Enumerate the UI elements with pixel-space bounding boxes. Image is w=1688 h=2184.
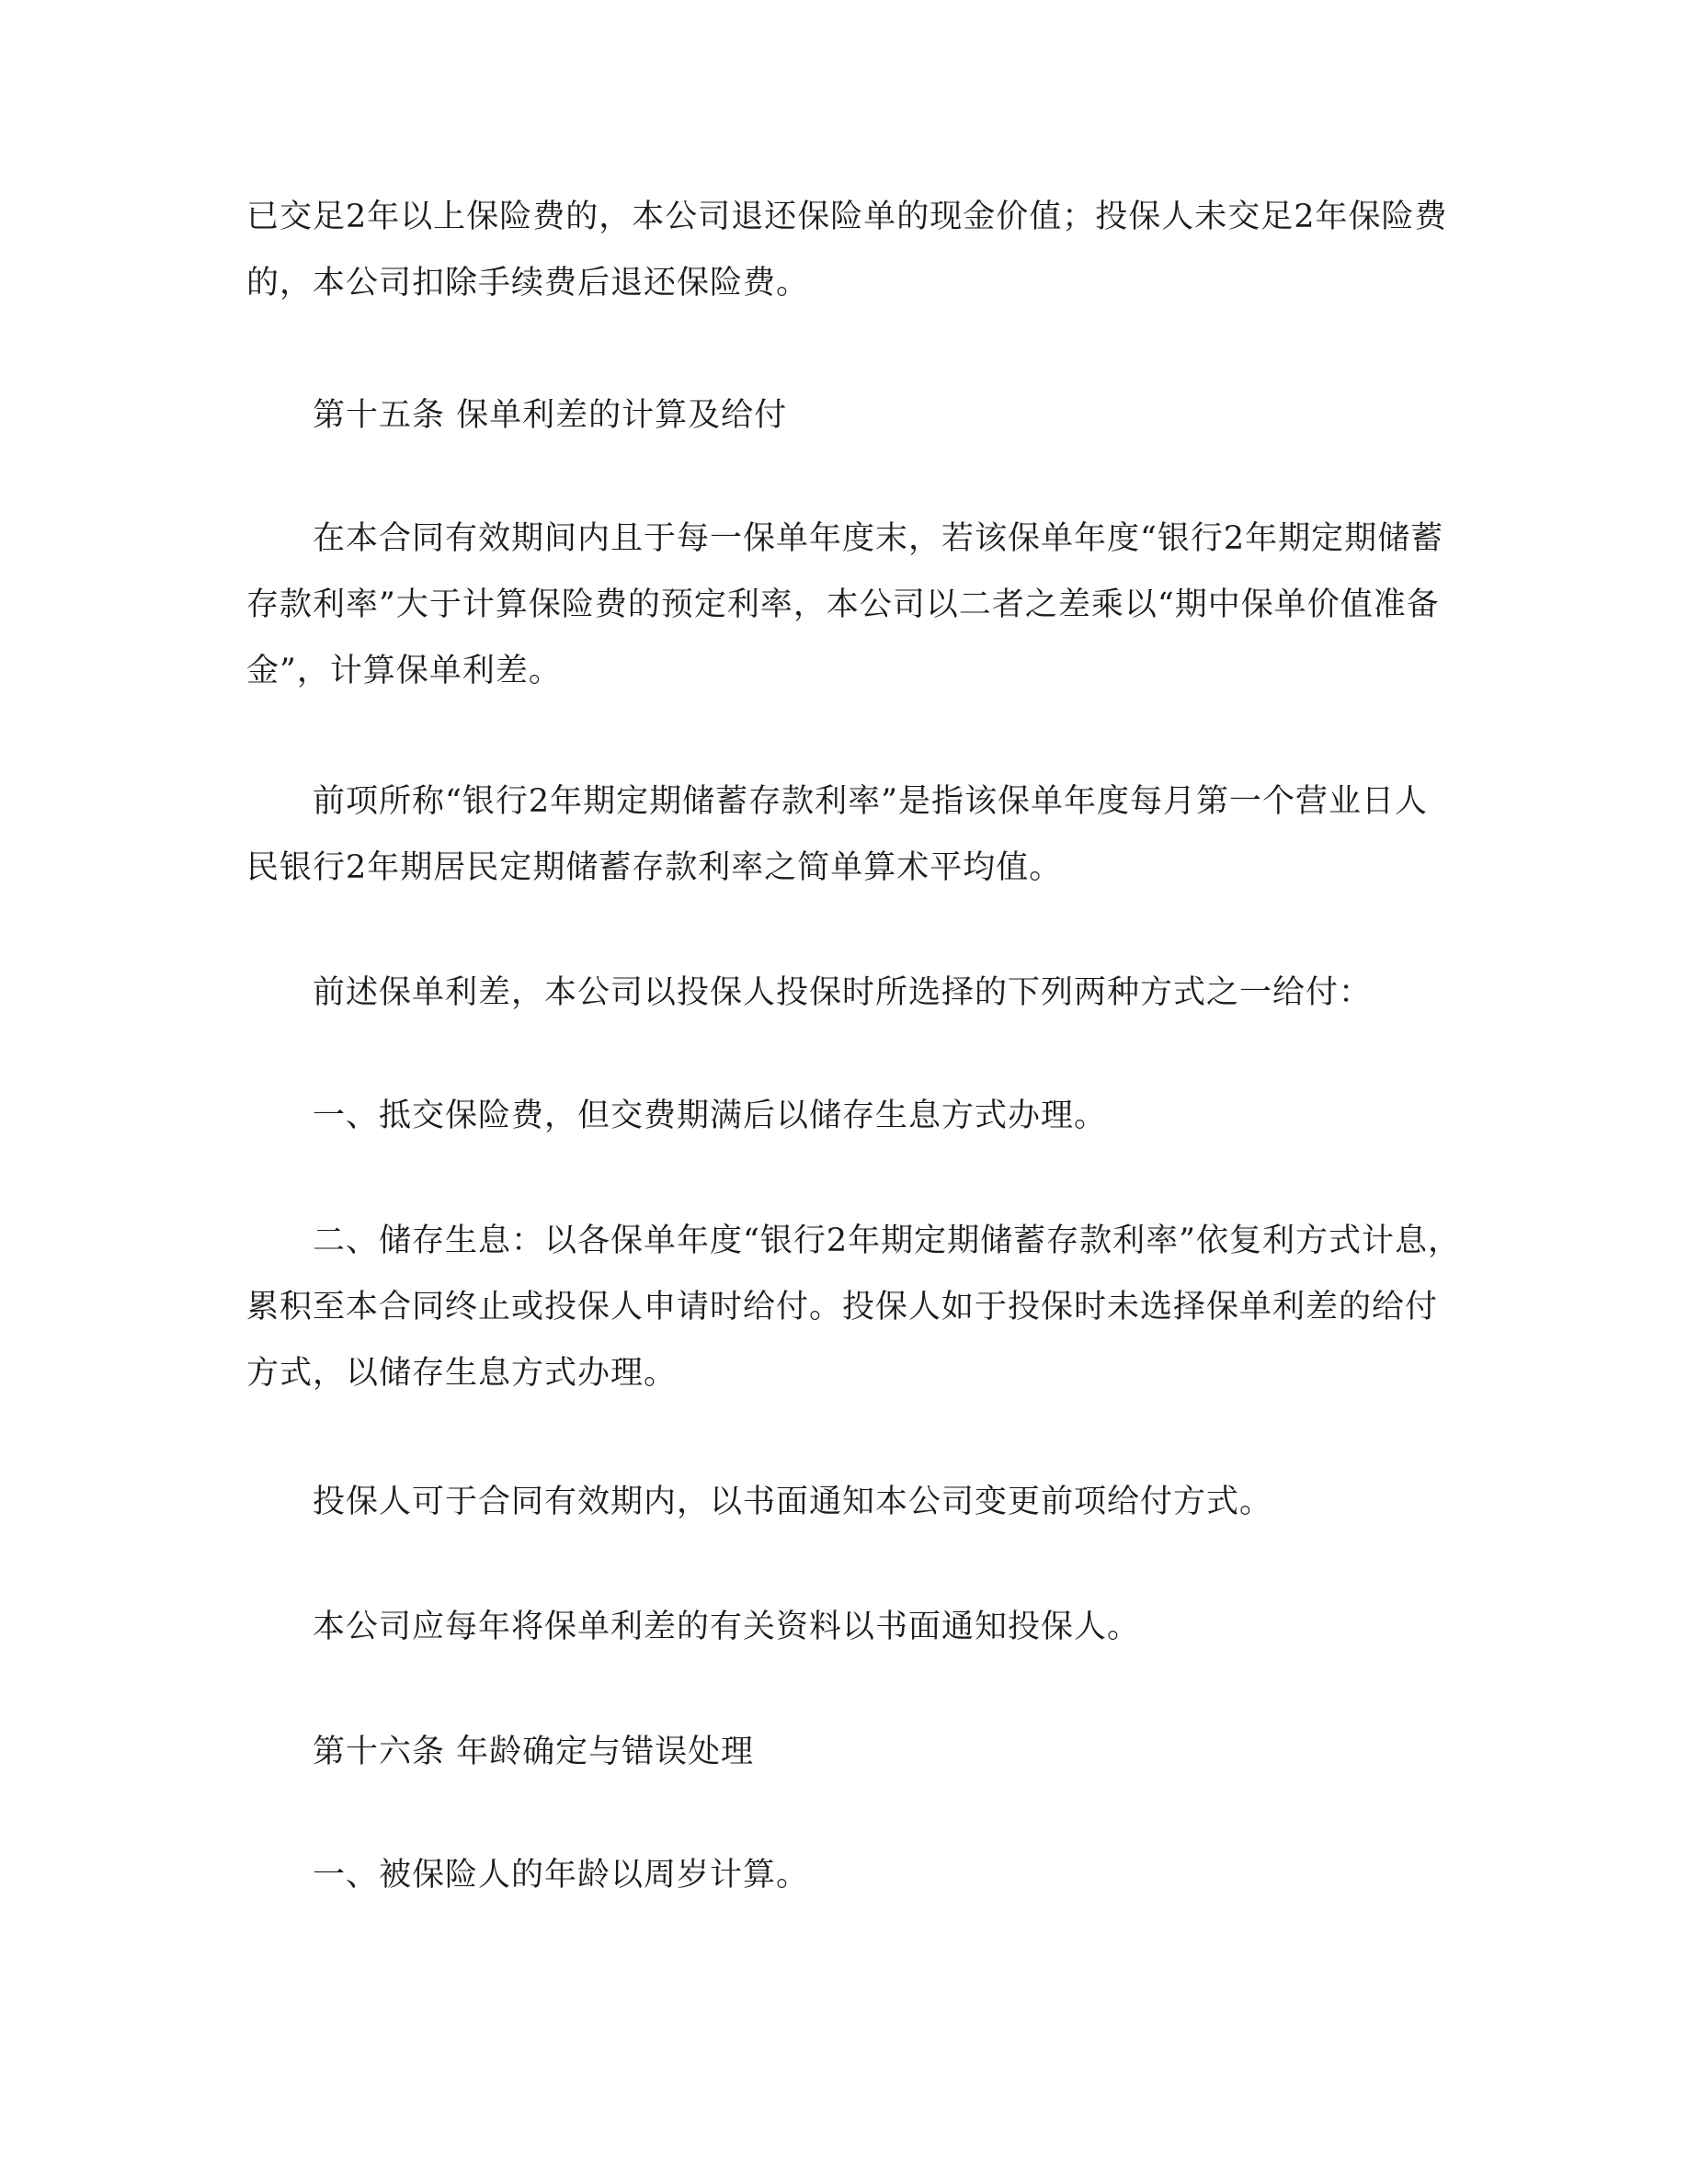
text-line: 的，本公司扣除手续费后退还保险费。 [246,265,810,301]
text-line: 投保人可于合同有效期内，以书面通知本公司变更前项给付方式。 [246,1484,1273,1520]
text-line: 方式，以储存生息方式办理。 [246,1355,678,1392]
text-line: 累积至本合同终止或投保人申请时给付。投保人如于投保时未选择保单利差的给付 [246,1289,1439,1325]
paragraph-annual-notice [246,1594,1442,1660]
text-line: 二、储存生息：以各保单年度“银行2年期定期储蓄存款利率”依复利方式计息， [246,1223,1462,1259]
text-line: 一、抵交保险费，但交费期满后以储存生息方式办理。 [246,1098,1108,1134]
text-line: 第十五条 保单利差的计算及给付 [246,397,788,434]
paragraph-refund-clause [246,184,1448,316]
paragraph-bank-rate-definition [246,768,1442,901]
heading-article-15 [246,382,1442,449]
text-line: 民银行2年期居民定期储蓄存款利率之简单算术平均值。 [246,849,1063,886]
text-line: 前述保单利差，本公司以投保人投保时所选择的下列两种方式之一给付： [246,974,1373,1011]
paragraph-change-method [246,1469,1442,1535]
paragraph-payment-methods-intro [246,960,1442,1026]
text-line: 一、被保险人的年龄以周岁计算。 [246,1857,810,1894]
paragraph-interest-difference-calc [246,506,1442,704]
paragraph-method-1 [246,1083,1442,1149]
text-line: 存款利率”大于计算保险费的预定利率，本公司以二者之差乘以“期中保单价值准备 [246,586,1440,623]
text-line: 前项所称“银行2年期定期储蓄存款利率”是指该保单年度每月第一个营业日人 [246,783,1429,820]
paragraph-method-2 [246,1208,1462,1406]
text-line: 本公司应每年将保单利差的有关资料以书面通知投保人。 [246,1609,1141,1645]
text-line: 已交足2年以上保险费的，本公司退还保险单的现金价值；投保人未交足2年保险费 [246,199,1448,235]
text-line: 金”，计算保单利差。 [246,653,562,689]
text-line: 第十六条 年龄确定与错误处理 [246,1734,755,1770]
heading-article-16 [246,1719,1442,1785]
text-line: 在本合同有效期间内且于每一保单年度末，若该保单年度“银行2年期定期储蓄 [246,520,1444,557]
paragraph-age-rule-1 [246,1842,1442,1908]
